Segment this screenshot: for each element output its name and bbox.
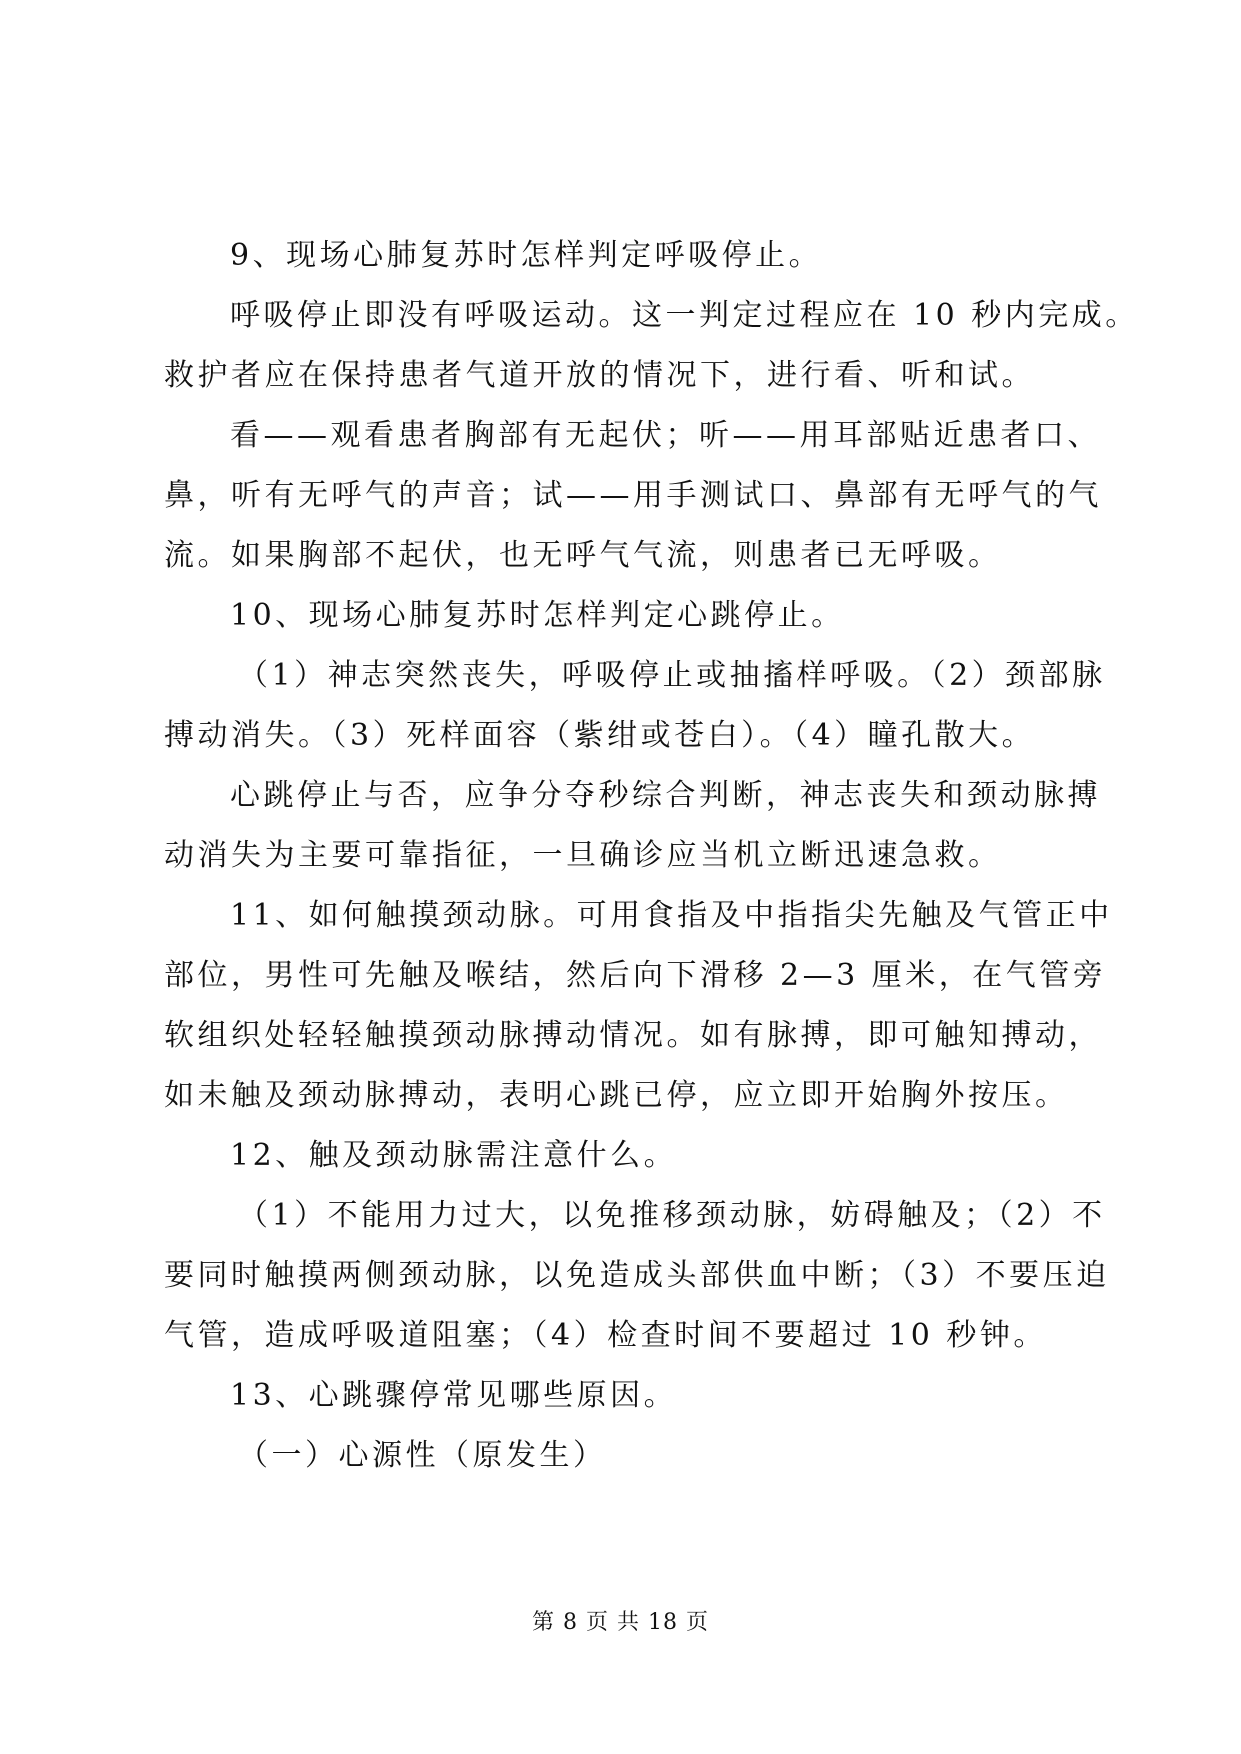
- text-line: 流。如果胸部不起伏，也无呼气气流，则患者已无呼吸。: [164, 538, 1002, 573]
- text-line: 气管，造成呼吸道阻塞；（4）检查时间不要超过 10 秒钟。: [164, 1318, 1047, 1353]
- section-heading: [164, 226, 1084, 286]
- text-line: 9、现场心肺复苏时怎样判定呼吸停止。: [230, 238, 823, 273]
- text-line: 软组织处轻轻触摸颈动脉搏动情况。如有脉搏，即可触知搏动，: [164, 1018, 1102, 1053]
- document-body: [164, 226, 1139, 1486]
- section-heading: [164, 1126, 1084, 1186]
- text-line: 搏动消失。（3）死样面容（紫绀或苍白）。（4）瞳孔散大。: [164, 718, 1036, 753]
- text-line: 看——观看患者胸部有无起伏；听——用耳部贴近患者口、: [230, 418, 1101, 453]
- text-line: 11、如何触摸颈动脉。可用食指及中指指尖先触及气管正中: [230, 898, 1113, 933]
- text-line: 呼吸停止即没有呼吸运动。这一判定过程应在 10 秒内完成。: [230, 298, 1139, 333]
- text-line: 如未触及颈动脉搏动，表明心跳已停，应立即开始胸外按压。: [164, 1078, 1069, 1113]
- text-line: 13、心跳骤停常见哪些原因。: [230, 1378, 678, 1413]
- section-heading: [164, 1366, 1084, 1426]
- paragraph: [164, 286, 1139, 406]
- paragraph: [164, 406, 1102, 586]
- text-line: 10、现场心肺复苏时怎样判定心跳停止。: [230, 598, 845, 633]
- text-line: 部位，男性可先触及喉结，然后向下滑移 2—3 厘米，在气管旁: [164, 958, 1107, 993]
- paragraph: [164, 766, 1101, 886]
- text-line: 救护者应在保持患者气道开放的情况下，进行看、听和试。: [164, 358, 1035, 393]
- text-line: 鼻，听有无呼气的声音；试——用手测试口、鼻部有无呼气的气: [164, 478, 1102, 513]
- section-heading: [164, 586, 1084, 646]
- paragraph: [164, 1186, 1110, 1366]
- text-line: （1）不能用力过大，以免推移颈动脉，妨碍触及；（2）不: [238, 1198, 1106, 1233]
- text-line: 心跳停止与否，应争分夺秒综合判断，神志丧失和颈动脉搏: [230, 778, 1101, 813]
- text-line: 动消失为主要可靠指征，一旦确诊应当机立断迅速急救。: [164, 838, 1002, 873]
- text-line: （1）神志突然丧失，呼吸停止或抽搐样呼吸。（2）颈部脉: [238, 658, 1106, 693]
- text-line: 12、触及颈动脉需注意什么。: [230, 1138, 678, 1173]
- paragraph: [164, 886, 1113, 1126]
- text-line: （一）心源性（原发生）: [238, 1438, 607, 1473]
- text-line: 要同时触摸两侧颈动脉，以免造成头部供血中断；（3）不要压迫: [164, 1258, 1110, 1293]
- paragraph: [164, 646, 1106, 766]
- page-footer: 第 8 页 共 18 页: [532, 1610, 709, 1635]
- paragraph: [164, 1426, 1084, 1486]
